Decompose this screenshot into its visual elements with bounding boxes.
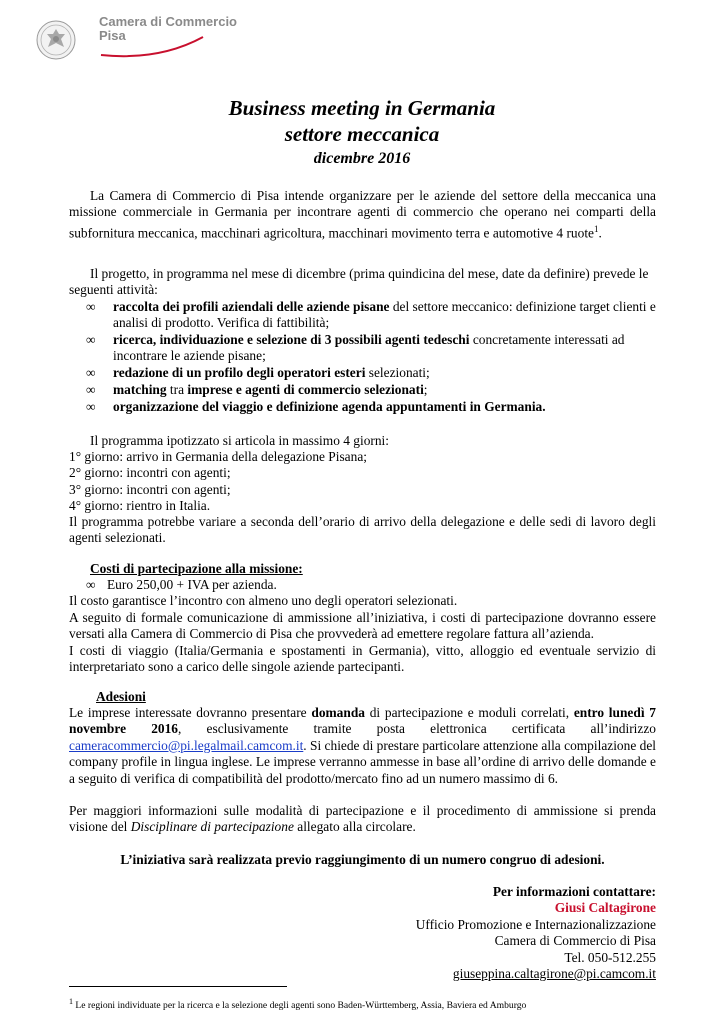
programma-day: 4° giorno: rientro in Italia. (69, 498, 211, 513)
header-org-name-line2: Pisa (99, 28, 126, 43)
infinity-bullet-icon: ∞ (86, 399, 96, 414)
activity-list-item: ∞ redazione di un profilo degli operatori esteri selezionati; (86, 365, 430, 380)
intro-paragraph: La Camera di Commercio di Pisa intende organizzare per le aziende del settore della meccanica una missione commerciale in Germania per incontrare agenti di commercio che operano nei comparti della subfornitura meccanica, macchinari agricoltura, macchinari movimento terra e automotive 4 ruote$^1$. (69, 188, 656, 241)
costi-heading: Costi di partecipazione alla missione: (90, 561, 303, 576)
doc-subtitle: settore meccanica (284, 122, 440, 146)
contact-office: Ufficio Promozione e Internazionalizzazione (415, 917, 656, 932)
footnote: $^1$ Le regioni individuate per la ricerca e la selezione degli agenti sono Baden-Württemberg, Assia, Baviera ed Amburgo (69, 997, 527, 1012)
contact-heading: Per informazioni contattare: (492, 884, 656, 899)
footnote-ref: 1 (594, 223, 599, 234)
adesioni-paragraph: Le imprese interessate dovranno presentare domanda di partecipazione e moduli correlati, entro lunedì 7 novembre 2016, esclusivamente tramite posta elettronica certificata all’indirizzo cameracommercio@pi.legalmail.camcom.it. Si chiede di prestare particolare attenzione alla compilazione del company profile in lingua inglese. Le imprese verranno ammesse in base all’ordine di arrivo delle domande e a seguito di verifica di compatibilità del prodotto/mercato fino ad un numero massimo di 6. (69, 705, 656, 786)
costi-paragraph: I costi di viaggio (Italia/Germania e spostamenti in Germania), vitto, alloggio ed eventuale servizio di interpretariato sono a carico delle singole aziende partecipanti. (69, 643, 656, 675)
contact-tel: Tel. 050-512.255 (564, 950, 656, 965)
costi-price-item: ∞ Euro 250,00 + IVA per azienda. (86, 577, 277, 592)
programma-day: 2° giorno: incontri con agenti; (69, 465, 231, 480)
doc-date: dicembre 2016 (313, 150, 411, 167)
activity-list-item: ∞ raccolta dei profili aziendali delle aziende pisane del settore meccanico: definizione target clienti e analisi di prodotto. Verifica di fattibilità; (86, 299, 656, 331)
programma-day: 3° giorno: incontri con agenti; (69, 482, 231, 497)
costi-paragraph: Il costo garantisce l’incontro con almeno uno degli operatori selezionati. (69, 593, 458, 608)
activity-list-item: ∞ ricerca, individuazione e selezione di 3 possibili agenti tedeschi concretamente interessati ad incontrare le aziende pisane; (86, 332, 625, 364)
chamber-seal-logo (36, 20, 76, 60)
pec-email-link[interactable]: cameracommercio@pi.legalmail.camcom.it (69, 737, 304, 753)
closing-statement: L’iniziativa sarà realizzata previo raggiungimento di un numero congruo di adesioni. (120, 852, 605, 867)
progetto-paragraph: Il progetto, in programma nel mese di dicembre (prima quindicina del mese, date da definire) prevede le seguenti attività: (69, 266, 649, 298)
footnote-separator (69, 986, 287, 987)
contact-org: Camera di Commercio di Pisa (494, 933, 656, 948)
programma-day: 1° giorno: arrivo in Germania della delegazione Pisana; (69, 449, 367, 464)
infinity-bullet-icon: ∞ (86, 382, 96, 397)
footnote-number: 1 (69, 997, 73, 1006)
header-org-name-line1: Camera di Commercio (99, 14, 237, 29)
activity-list-item: ∞ matching tra imprese e agenti di commercio selezionati; (86, 382, 428, 397)
doc-title: Business meeting in Germania (228, 96, 496, 120)
activity-list-item: ∞ organizzazione del viaggio e definizione agenda appuntamenti in Germania. (86, 399, 546, 414)
infinity-bullet-icon: ∞ (86, 577, 96, 592)
infinity-bullet-icon: ∞ (86, 299, 96, 314)
programma-intro: Il programma ipotizzato si articola in massimo 4 giorni: (90, 433, 389, 448)
infinity-bullet-icon: ∞ (86, 332, 96, 347)
header-red-swoosh (99, 35, 209, 59)
contact-name: Giusi Caltagirone (554, 900, 656, 915)
costi-paragraph: A seguito di formale comunicazione di ammissione all’iniziativa, i costi di partecipazione dovranno essere versati alla Camera di Commercio di Pisa che provvederà ad emettere regolare fattura all’azienda. (69, 610, 656, 642)
infinity-bullet-icon: ∞ (86, 365, 96, 380)
adesioni-info-paragraph: Per maggiori informazioni sulle modalità di partecipazione e il procedimento di ammissione si prenda visione del Disciplinare di partecipazione allegato alla circolare. (69, 803, 656, 835)
adesioni-heading: Adesioni (96, 689, 146, 704)
programma-note: Il programma potrebbe variare a seconda dell’orario di arrivo della delegazione e delle sedi di lavoro degli agenti selezionati. (69, 514, 656, 546)
contact-email-link[interactable]: giuseppina.caltagirone@pi.camcom.it (452, 966, 656, 981)
